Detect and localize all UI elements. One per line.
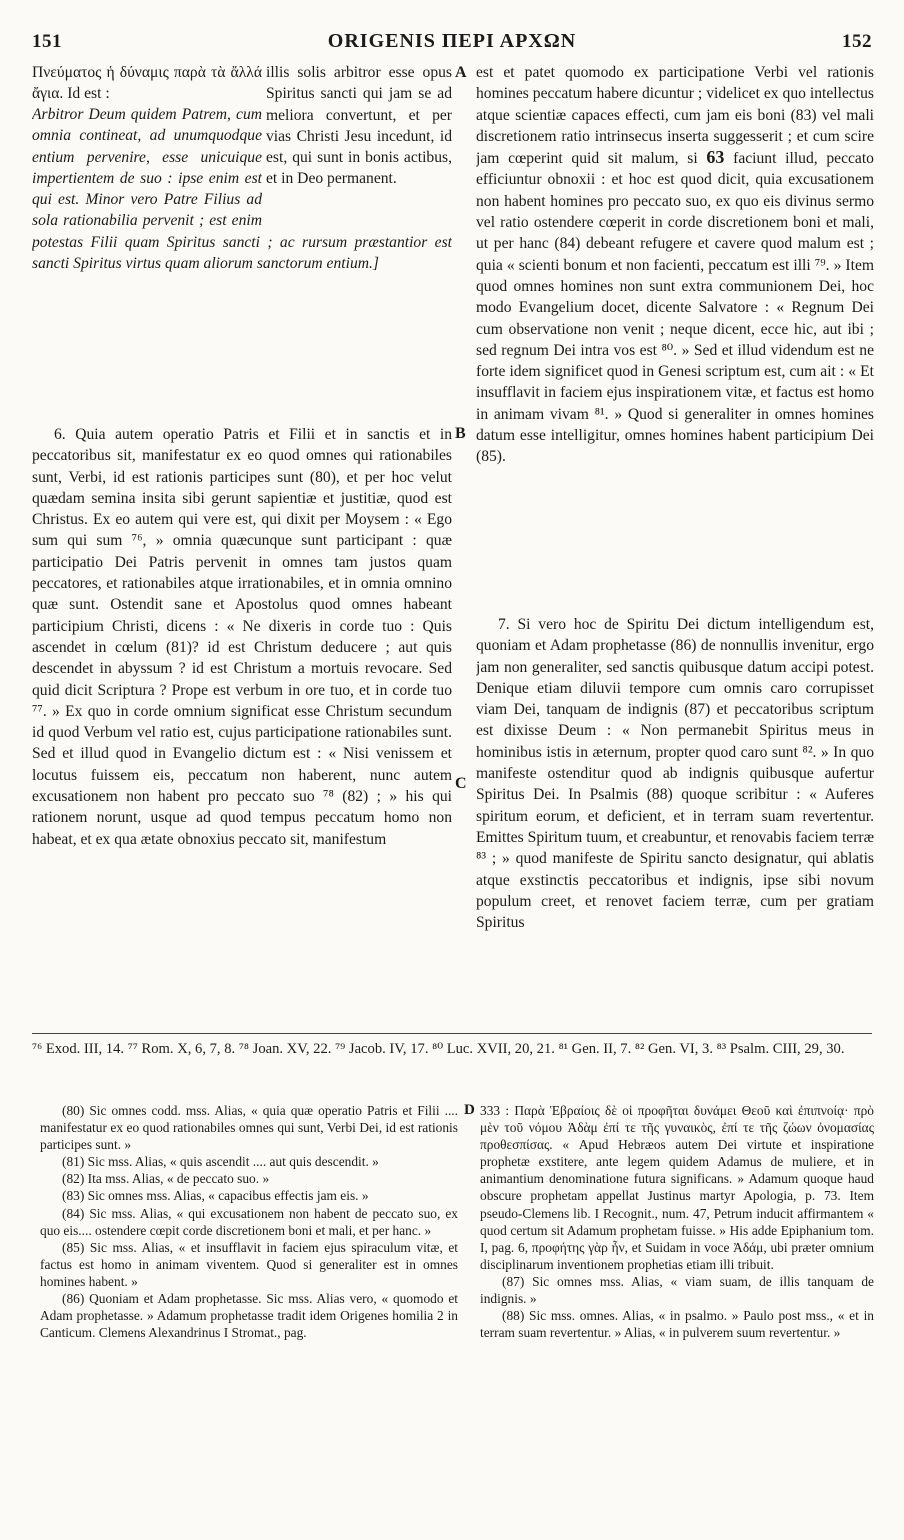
margin-marker-a: A	[455, 64, 467, 81]
footnote-87: (87) Sic omnes mss. Alias, « viam suam, de illis tanquam de indignis. »	[480, 1273, 874, 1307]
greek-intro: Πνεύματος ἡ δύναμις παρὰ τὰ ἄλλά ἄγια. Id est :	[32, 64, 262, 103]
footnote-82: (82) Ita mss. Alias, « de peccato suo. »	[62, 1171, 270, 1187]
footnotes-right	[480, 1102, 874, 1522]
left-wrap-column	[266, 62, 452, 190]
left-wrap-text: illis solis arbitror esse opus Spiritus sancti qui jam se ad meliora convertunt, et per vias Christi Jesu incedunt, id est, qui sunt in bonis actibus, et in Deo permanent.	[266, 64, 452, 188]
right-column-upper	[476, 62, 874, 662]
margin-marker-d: D	[464, 1102, 475, 1118]
right-paragraph-continuation: est et patet quomodo ex participatione Verbi vel rationis homines peccatum habere dicuntur ; videlicet ex quo intellectus atque scientiæ capaces effecti, cum jam eis boni (83) vel mali discretionem ratio intrinsecus inserta suggesserit ; et cum scire jam cœperint quid sit malum, si 63 faciunt illud, peccato efficiuntur obnoxii : et hoc est quod dicit, quia excusationem non habent homines pro peccato suo, ex quo eis divinus sermo vel ratio ostendere cœperit in corde discretionem boni et mali, ut per hanc (84) debeant refugere et cavere quod malum est ; quia « scienti bonum et non facienti, peccatum est illi ⁷⁹. » Item quod omnes homines non sunt extra communionem Dei, hoc modo Evangelium docet, dicente Salvatore : « Regnum Dei cum observatione non venit ; neque dicent, ecce hic, aut ibi ; sed regnum Dei intra vos est ⁸⁰. » Sed et illud videndum est ne forte idem significet quod in Genesi scriptum est, cum ait : « Et insufflavit in faciem ejus inspirationem vitæ, et factus est homo in animam vivam ⁸¹. » Quod si generaliter in omnes homines datum esse intelligitur, omnes homines habent participium Dei (85).	[476, 64, 874, 466]
left-page-number: 151	[32, 31, 62, 52]
footnote-88: (88) Sic mss. omnes. Alias, « in psalmo. » Paulo post mss., « et in terram suam revertentur. » Alias, « in pulverem suum revertentur. »	[480, 1308, 874, 1341]
footnote-86: (86) Quoniam et Adam prophetasse. Sic mss. Alias vero, « quomodo et Adam prophetasse. » Adamum prophetasse tradit idem Origenes homilia 2 in Canticum. Clemens Alexandrinus I Stromat., pag.	[40, 1291, 458, 1341]
footnote-83: (83) Sic omnes mss. Alias, « capacibus effectis jam eis. »	[62, 1188, 369, 1204]
footnote-85: (85) Sic mss. Alias, « et insufflavit in faciem ejus spiraculum vitæ, et factus est homo in animam viventem. Quod si generaliter est in omnes homines habent. »	[40, 1239, 458, 1289]
italic-block-lower	[32, 232, 452, 418]
paragraph-7: 7. Si vero hoc de Spiritu Dei dictum intelligendum est, quoniam et Adam prophetasse (86) de nonnullis invenitur, ergo jam non generaliter, sed sanctis quibusque datum accipi potest. Denique etiam diluvii tempore cum omnis caro corrupisset viam Dei, tanquam de indignis (87) et peccatoribus scriptum est dixisse Deum : « Non permanebit Spiritus meus in hominibus istis in æternum, propter quod caro sunt ⁸². » In quo manifeste ostenditur quod ab indignis quibusque aufertur Spiritus Dei. In Psalmis (88) quoque scribitur : « Auferes spiritum eorum, et deficient, et in terram suam revertentur. Emittes Spiritum tuum, et creabuntur, et renovabis faciem terræ ⁸³ ; » quod manifeste de Spiritu sancto designatur, qui ablatis atque exstinctis peccatoribus et indignis, ipse sibi novum populum creet, et renovet faciem terræ, cum per gratiam Spiritus	[476, 616, 874, 932]
running-header	[32, 30, 872, 58]
right-column-paragraph-7	[476, 614, 874, 1016]
references-rule	[32, 1033, 872, 1034]
running-title: ORIGENIS ΠΕΡΙ ΑΡΧΩΝ	[327, 30, 577, 52]
footnote-81: (81) Sic mss. Alias, « quis ascendit .... aut quis descendit. »	[62, 1154, 379, 1170]
footnotes-left	[40, 1102, 458, 1522]
paragraph-6: 6. Quia autem operatio Patris et Filii et in sanctis et in peccatoribus sit, manifestatur ex eo quod omnes qui rationabiles sunt, Verbi, id est rationis participes sunt (80), et per hoc velut quædam semina insita sibi gerunt sapientiæ et justitiæ, quod est Christus. Ex eo autem qui vere est, qui dixit per Moysem : « Ego sum qui sum ⁷⁶, » omnia quæcunque sunt participant : quæ participatio Dei Patris pervenit in omnes tam justos quam peccatores, et rationabiles atque irrationabiles, et in omnia omnino quæ sunt. Ostendit sane et Apostolus quod omnes habeant participium Christi, dicens : « Ne dixeris in corde tuo : Quis ascendet in cœlum (81)? id est Christum deducere ; aut quis descendet in abyssum ? id est Christum a mortuis revocare. Sed quid dicit Scriptura ? Prope est verbum in ore tuo, et in corde tuo ⁷⁷. » Ex quo in corde omnium significat esse Christum secundum id quod Verbum vel ratio est, cujus participatione rationabiles sunt. Sed et illud quod in Evangelio dictum est : « Nisi venissem et locutus fuissem eis, peccatum non haberent, nunc autem excusationem non habent pro peccato suo ⁷⁸ (82) ; » his qui rationem norunt, usque ad quod tempus peccatum homo non habeat, et ex qua ætate obnoxius peccato sit, manifestum	[32, 426, 452, 848]
italic-text-continued: potestas Filii quam Spiritus sancti ; ac rursum præstantior est sancti Spiritus virtus quam aliorum sanctorum entium.]	[32, 233, 452, 273]
footnote-80: (80) Sic omnes codd. mss. Alias, « quia quæ operatio Patris et Filii .... manifestatur ex eo quod rationabiles omnes qui sunt, Verbi Dei, id est rationis participes sunt. »	[40, 1103, 458, 1153]
column-number: 63	[706, 147, 725, 168]
margin-marker-b: B	[455, 425, 466, 442]
left-column-paragraph-6	[32, 424, 452, 1014]
italic-text: Arbitror Deum quidem Patrem, cum omnia contineat, ad unumquodque entium pervenire, esse unicuique impertientem de suo : ipse enim est qui est. Minor vero Patre Filius ad sola rationabilia pervenit ; est enim	[32, 106, 262, 230]
footnote-84: (84) Sic mss. Alias, « qui excusationem non habent de peccato suo, ex quo eis.... ostendere cœpit corde discretionem boni et mali, et per hanc. »	[40, 1205, 458, 1238]
footnote-86-continued: 333 : Παρὰ Ἑβραίοις δὲ οἱ προφῆται δυνάμει Θεοῦ καὶ ἐπιπνοίᾳ· πρὸ μὲν τοῦ νόμου Ἀδὰμ ἐπί τε τῆς γυναικὸς, ἐπί τε τῆς ζώων ὀνομασίας προθεσπίσας. « Apud Hebræos autem Dei virtute et inspiratione prophetæ exstitere, ante legem quidem Adamus de muliere, et in animantium denominatione futura significans. » Adamum quoque haud obscure prophetam appellat Justinus martyr Apologia, p. 73. Item pseudo-Clemens lib. I Recognit., num. 47, Petrum inducit affirmantem « quod certum sit Adamum prophetam fuisse. » His adde Epiphanium tom. I, pag. 6, προφήτης γὰρ ἦν, et Suidam in voce Ἀδάμ, ubi præter omnium disciplinarum inventionem prophetias etiam illi tribuit.	[480, 1103, 874, 1272]
italic-block-upper	[32, 104, 262, 230]
margin-marker-c: C	[455, 775, 467, 792]
left-subcolumn-italic	[32, 62, 262, 105]
right-page-number: 152	[841, 31, 872, 52]
scripture-references: ⁷⁶ Exod. III, 14. ⁷⁷ Rom. X, 6, 7, 8. ⁷⁸ Joan. XV, 22. ⁷⁹ Jacob. IV, 17. ⁸⁰ Luc. XVII, 20, 21. ⁸¹ Gen. II, 7. ⁸² Gen. VI, 3. ⁸³ Psalm. CIII, 29, 30.	[32, 1041, 845, 1057]
